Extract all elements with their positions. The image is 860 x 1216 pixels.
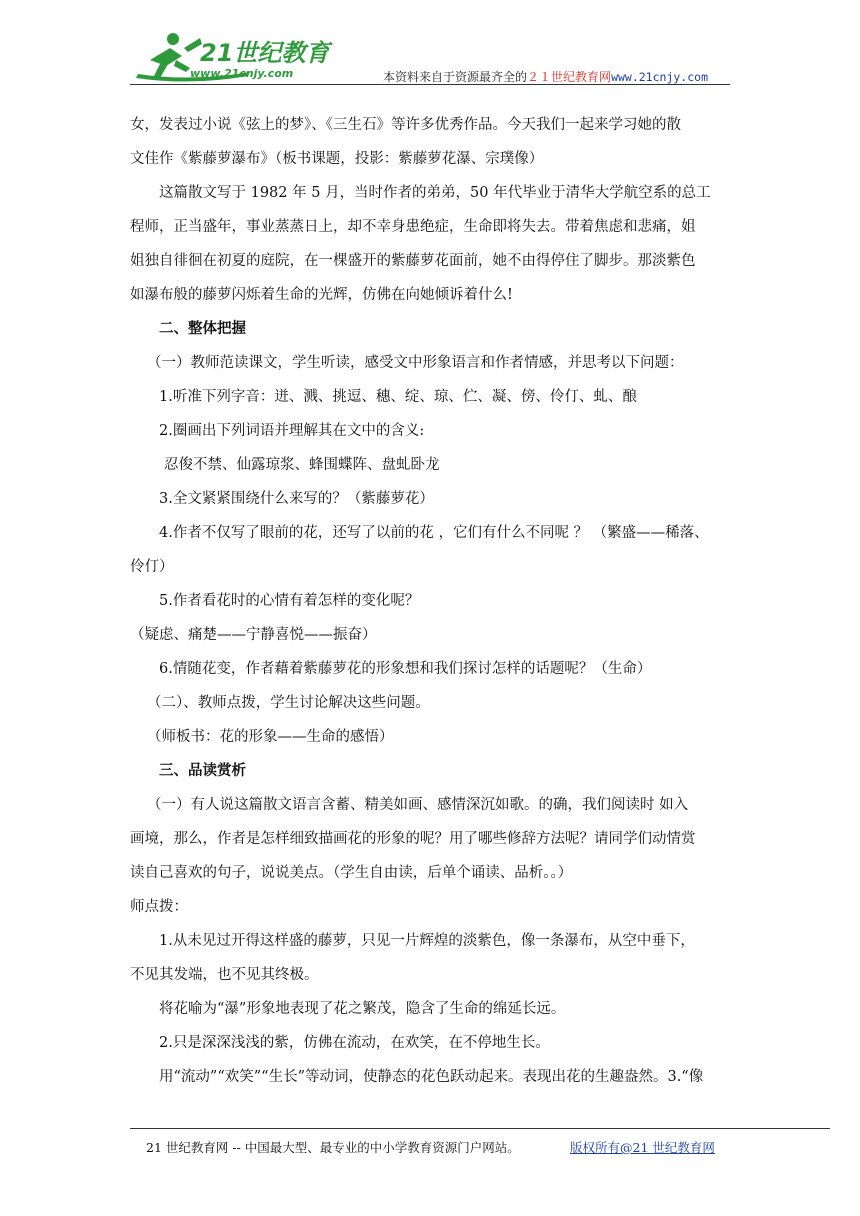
section-heading: 三、品读赏析 <box>159 763 246 779</box>
section-heading: 二、整体把握 <box>159 321 246 337</box>
text-line: （师板书：花的形象——生命的感悟） <box>147 729 394 745</box>
text-line: （一）有人说这篇散文语言含蓄、精美如画、感情深沉如歌。的确，我们阅读时 如入 <box>147 797 689 813</box>
footer-divider <box>130 1128 830 1129</box>
text-line: 4.作者不仅写了眼前的花，还写了以前的花 ，它们有什么不同呢 ？ （繁盛——稀落、 <box>159 525 709 541</box>
text-line: 1.从未见过开得这样盛的藤萝，只见一片辉煌的淡紫色，像一条瀑布，从空中垂下， <box>159 933 695 949</box>
text-line: 文佳作《紫藤萝瀑布》（板书课题，投影：紫藤萝花瀑、宗璞像） <box>130 151 544 167</box>
text-line: 2.圈画出下列词语并理解其在文中的含义: <box>159 423 425 439</box>
text-line: 程师，正当盛年，事业蒸蒸日上，却不幸身患绝症，生命即将失去。带着焦虑和悲痛，姐 <box>130 219 696 235</box>
21cnjy-logo <box>130 30 350 85</box>
text-line: 3.全文紧紧围绕什么来写的？（紫藤萝花） <box>159 491 434 507</box>
text-line: 6.情随花变，作者藉着紫藤萝花的形象想和我们探讨怎样的话题呢？（生命） <box>159 661 652 677</box>
text-line: 忍俊不禁、仙露琼浆、蜂围蝶阵、盘虬卧龙 <box>164 457 440 473</box>
footer-text: 21 世纪教育网 -- 中国最大型、最专业的中小学教育资源门户网站。 <box>146 1140 520 1155</box>
page-footer <box>146 1138 715 1156</box>
text-line: 姐独自徘徊在初夏的庭院，在一棵盛开的紫藤萝花面前，她不由得停住了脚步。那淡紫色 <box>130 253 696 269</box>
text-line: 将花喻为“瀑”形象地表现了花之繁茂，隐含了生命的绵延长远。 <box>159 1001 566 1017</box>
text-line: 这篇散文写于 1982 年 5 月，当时作者的弟弟，50 年代毕业于清华大学航空系的总工 <box>159 185 711 201</box>
text-line: （一）教师范读课文，学生听读，感受文中形象语言和作者情感，并思考以下问题： <box>147 355 684 371</box>
document-body <box>130 108 730 1094</box>
footer-copyright-link[interactable]: 版权所有@21 世纪教育网 <box>570 1140 715 1155</box>
text-line: 读自己喜欢的句子，说说美点。（学生自由读，后单个诵读、品析。。） <box>130 865 573 881</box>
text-line: 画境，那么，作者是怎样细致描画花的形象的呢？用了哪些修辞方法呢？请同学们动情赏 <box>130 831 696 847</box>
text-line: 2.只是深深浅浅的紫，仿佛在流动，在欢笑，在不停地生长。 <box>159 1035 550 1051</box>
header-divider <box>130 84 730 85</box>
header-url[interactable]: www.21cnjy.com <box>611 70 708 84</box>
text-line: 用“流动”“欢笑”“生长”等动词，使静态的花色跃动起来。表现出花的生趣盎然。3.“像 <box>159 1069 704 1085</box>
svg-text:www.21cnjy.com: www.21cnjy.com <box>190 67 294 80</box>
text-line: 1.听准下列字音：迸、溅、挑逗、穗、绽、琼、伫、凝、傍、伶仃、虬、酿 <box>159 389 637 405</box>
text-line: 女，发表过小说《弦上的梦》、《三生石》等许多优秀作品。今天我们一起来学习她的散 <box>130 117 681 133</box>
header-brand: ２１世纪教育网 <box>527 70 612 84</box>
text-line: 伶仃） <box>130 559 174 575</box>
header-source-line: 本资料来自于资源最齐全的２１世纪教育网www.21cnjy.com <box>383 70 708 84</box>
page-header <box>130 30 730 88</box>
text-line: 不见其发端，也不见其终极。 <box>130 967 319 983</box>
text-line: 5.作者看花时的心情有着怎样的变化呢？ <box>159 593 420 609</box>
text-line: 师点拨： <box>130 899 188 915</box>
text-line: （疑虑、痛楚——宁静喜悦——振奋） <box>130 627 377 643</box>
svg-text:21世纪教育: 21世纪教育 <box>200 39 330 67</box>
text-line: （二）、教师点拨，学生讨论解决这些问题。 <box>147 695 430 711</box>
text-line: 如瀑布般的藤萝闪烁着生命的光辉，仿佛在向她倾诉着什么! <box>130 287 513 303</box>
